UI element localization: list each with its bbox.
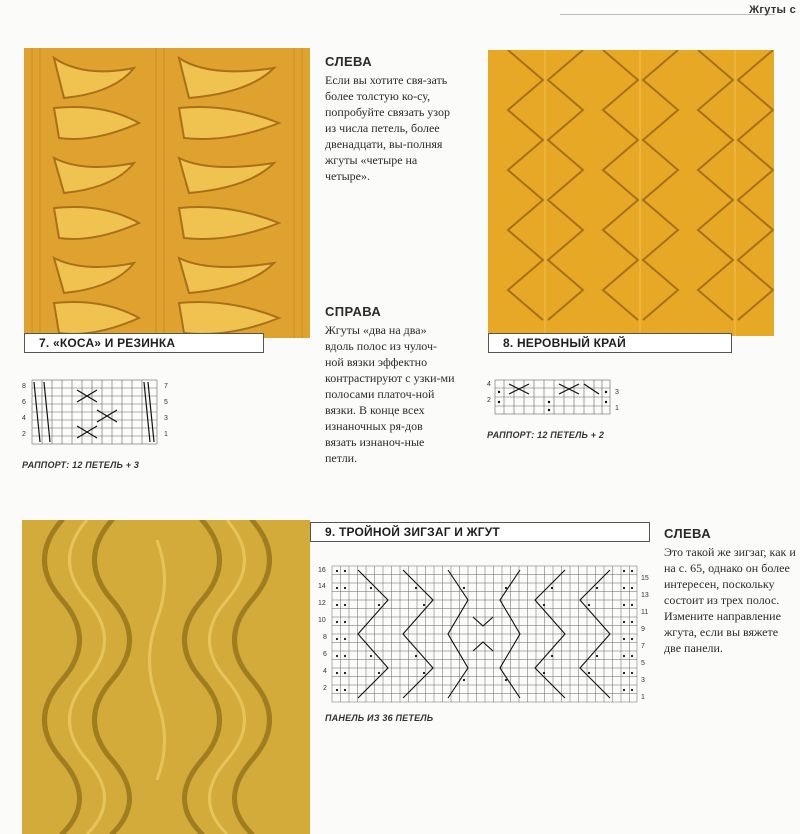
row-number: 1 [615,405,619,412]
row-number: 5 [641,660,645,667]
row-number: 1 [164,431,168,438]
row-number: 12 [318,600,326,607]
row-number: 7 [164,383,168,390]
row-number: 4 [487,381,491,388]
pattern9-rapport: ПАНЕЛЬ ИЗ 36 ПЕТЕЛЬ [325,713,434,723]
right-note-body: Жгуты «два на два» вдоль полос из чулоч-ной вязки эффектно контрастируют с узки-ми полосами платоч-ной вязки. В конце всех изнаночных ря-дов вязать изнаноч-ные петли. [325,323,455,465]
left-note [325,54,455,184]
row-number: 8 [323,634,327,641]
pattern7-rapport: РАППОРТ: 12 ПЕТЕЛЬ + 3 [22,460,140,470]
bottom-note-body: Это такой же зигзаг, как и на с. 65, однако он более интересен, поскольку состоит из трех полос. Измените направление жгута, если вы вяжете две панели. [664,545,796,655]
row-number: 9 [641,626,645,633]
row-number: 3 [615,389,619,396]
row-number: 3 [641,677,645,684]
left-note-body: Если вы хотите свя-зать более толстую ко-су, попробуйте связать узор из числа петель, более двенадцати, вы-полняя жгуты «четыре на четыре». [325,73,450,183]
row-number: 15 [641,575,649,582]
pattern9-label: 9. ТРОЙНОЙ ЗИГЗАГ И ЖГУТ [310,522,650,542]
row-number: 16 [318,567,326,574]
pattern7-chart [22,376,172,446]
row-number: 6 [323,651,327,658]
row-number: 6 [22,399,26,406]
row-number: 4 [323,668,327,675]
row-number: 8 [22,383,26,390]
pattern8-rapport: РАППОРТ: 12 ПЕТЕЛЬ + 2 [487,430,605,440]
pattern9-chart [318,562,658,707]
row-number: 2 [323,685,327,692]
pattern7-label: 7. «КОСА» И РЕЗИНКА [24,333,264,353]
row-number: 2 [22,431,26,438]
row-number: 11 [641,609,649,616]
page-header: Жгуты с [749,4,796,16]
row-number: 4 [22,415,26,422]
row-number: 3 [164,415,168,422]
row-number: 5 [164,399,168,406]
row-number: 2 [487,397,491,404]
swatch-photo-braid-rib [24,48,310,338]
bottom-note [664,526,796,656]
pattern8-chart [487,378,627,418]
row-number: 1 [641,694,645,701]
row-number: 7 [641,643,645,650]
pattern8-label: 8. НЕРОВНЫЙ КРАЙ [488,333,732,353]
header-rule [560,14,775,15]
swatch-photo-uneven-edge [488,50,774,336]
right-note-heading: СПРАВА [325,304,382,319]
bottom-note-heading: СЛЕВА [664,526,711,541]
left-note-heading: СЛЕВА [325,54,372,69]
right-note [325,304,455,466]
row-number: 10 [318,617,326,624]
row-number: 14 [318,583,326,590]
row-number: 13 [641,592,649,599]
swatch-photo-triple-zigzag [22,520,310,834]
